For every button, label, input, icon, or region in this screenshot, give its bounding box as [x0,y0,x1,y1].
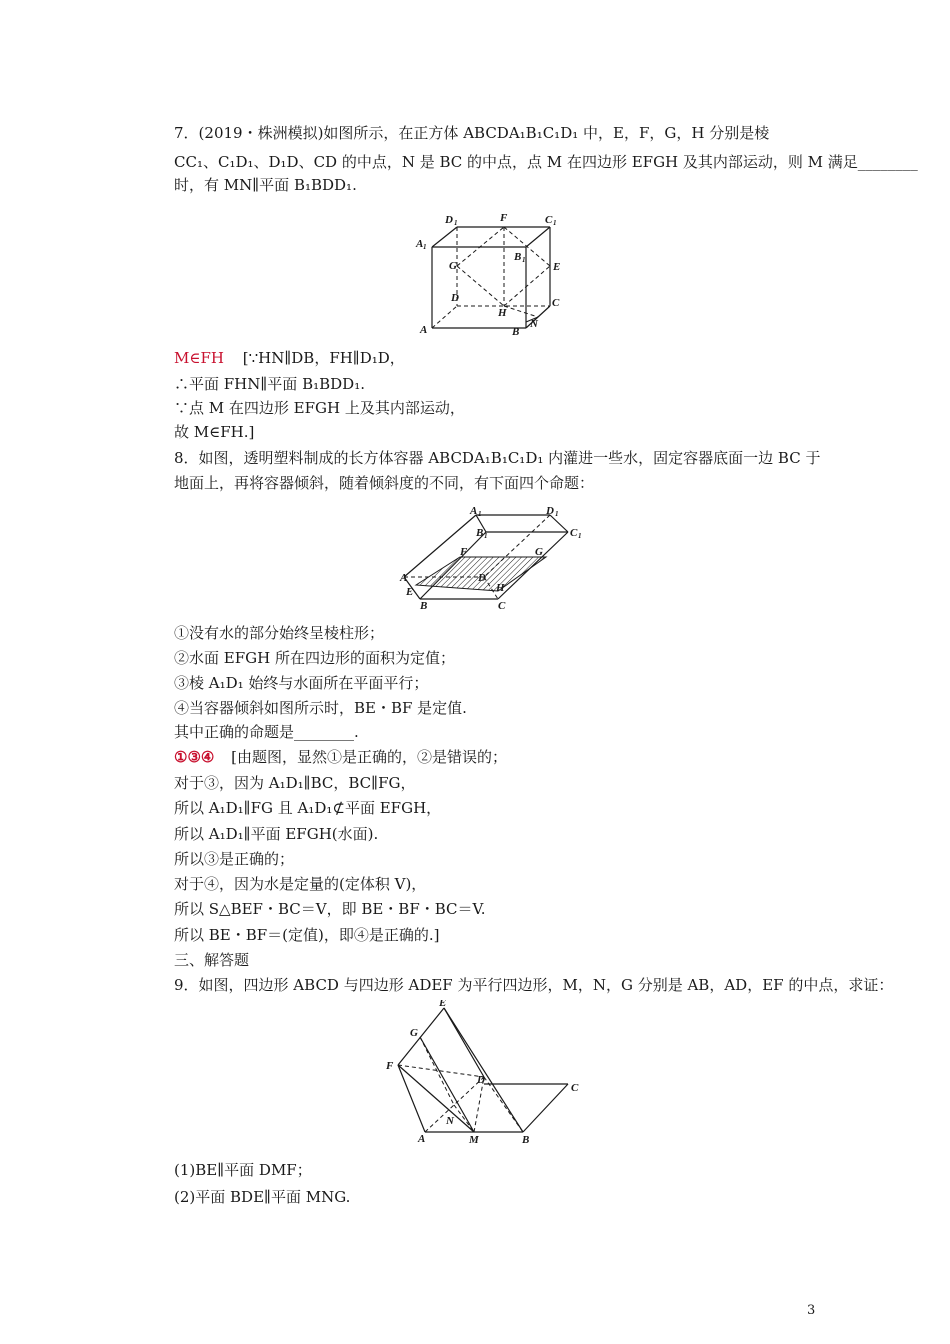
svg-text:1: 1 [454,219,458,227]
q8-prop1: ①没有水的部分始终呈棱柱形； [174,624,385,642]
q8-prop4: ④当容器倾斜如图所示时，BE・BF 是定值. [174,699,467,717]
q8-sol4: 所以 A₁D₁∥平面 EFGH(水面). [174,825,379,843]
label-C1: C [545,214,553,226]
label-A1: A [416,238,424,250]
label-D: D [477,1074,485,1086]
section-heading: 三、解答题 [174,951,250,969]
q8-sol6: 对于④，因为水是定量的(定体积 V)， [174,875,427,893]
label-B1: B [476,527,484,539]
svg-text:1: 1 [478,510,482,518]
q8-prop3: ③棱 A₁D₁ 始终与水面所在平面平行； [174,674,429,692]
q8-sol8: 所以 BE・BF＝(定值)，即④是正确的.] [174,926,440,944]
q8-solution-line1 [174,747,507,767]
label-B: B [512,326,520,338]
label-D: D [478,572,486,584]
label-C: C [552,297,560,309]
label-G: G [410,1027,418,1039]
label-D1: D [546,505,554,517]
svg-text:1: 1 [578,532,582,540]
label-E: E [553,261,561,273]
label-N: N [530,318,538,330]
q7-answer: M∈FH [174,349,224,367]
q8-sol1: [由题图，显然①是正确的，②是错误的； [231,748,507,766]
label-F: F [386,1060,394,1072]
q9-part1: (1)BE∥平面 DMF； [174,1161,312,1179]
q8-sol5: 所以③是正确的； [174,850,295,868]
label-A1: A [470,505,478,517]
svg-text:1: 1 [423,243,427,251]
q7-sol1: [∵HN∥DB，FH∥D₁D， [242,349,405,367]
label-N: N [446,1115,454,1127]
label-B: B [522,1134,530,1146]
label-C1: C [570,527,578,539]
q8-line2: 地面上，再将容器倾斜，随着倾斜度的不同，有下面四个命题： [174,474,595,492]
parallelogram-figure [380,1000,590,1148]
label-H: H [496,582,505,594]
svg-text:1: 1 [555,510,559,518]
label-A: A [400,572,408,584]
q7-sol2: ∴平面 FHN∥平面 B₁BDD₁. [174,375,365,393]
label-M: M [469,1134,479,1146]
label-G: G [449,260,457,272]
page-number: 3 [807,1303,816,1318]
svg-text:1: 1 [522,256,526,264]
q7-line2: CC₁、C₁D₁、D₁D、CD 的中点，N 是 BC 的中点，点 M 在四边形 EFGH 及其内部运动，则 M 满足________ [174,153,918,171]
label-E: E [439,1000,447,1009]
q8-answer: ①③④ [174,748,215,766]
label-F: F [500,212,508,224]
label-B1: B [514,251,522,263]
label-D: D [451,292,459,304]
label-E: E [406,586,414,598]
q9-part2: (2)平面 BDE∥平面 MNG. [174,1188,351,1206]
label-G: G [535,546,543,558]
label-D1: D [445,214,453,226]
cube-figure [410,210,570,340]
q8-line1: 8．如图，透明塑料制成的长方体容器 ABCDA₁B₁C₁D₁ 内灌进一些水，固定容器底面一边 BC 于 [174,449,821,467]
q8-question: 其中正确的命题是________. [174,723,359,741]
q7-solution-line1 [174,348,405,368]
q7-line1: 7．(2019・株洲模拟)如图所示，在正方体 ABCDA₁B₁C₁D₁ 中，E，F，G，H 分别是棱 [174,124,770,142]
label-C: C [571,1082,579,1094]
q8-prop2: ②水面 EFGH 所在四边形的面积为定值； [174,649,455,667]
label-B: B [420,600,428,612]
label-A: A [420,324,428,336]
svg-text:1: 1 [553,219,557,227]
q9-line1: 9．如图，四边形 ABCD 与四边形 ADEF 为平行四边形，M，N，G 分别是 AB，AD，EF 的中点，求证： [174,976,894,994]
q7-sol4: 故 M∈FH.] [174,423,255,441]
q8-sol2: 对于③，因为 A₁D₁∥BC，BC∥FG， [174,774,416,792]
label-H: H [498,307,507,319]
q8-sol3: 所以 A₁D₁∥FG 且 A₁D₁⊄平面 EFGH， [174,799,442,817]
label-A: A [418,1133,426,1145]
container-figure [398,505,588,615]
svg-text:1: 1 [484,532,488,540]
q7-line3: 时，有 MN∥平面 B₁BDD₁. [174,176,357,194]
label-C: C [498,600,506,612]
q7-sol3: ∵点 M 在四边形 EFGH 上及其内部运动， [174,399,465,417]
label-F: F [460,546,468,558]
q8-sol7: 所以 S△BEF・BC＝V，即 BE・BF・BC＝V. [174,900,486,918]
